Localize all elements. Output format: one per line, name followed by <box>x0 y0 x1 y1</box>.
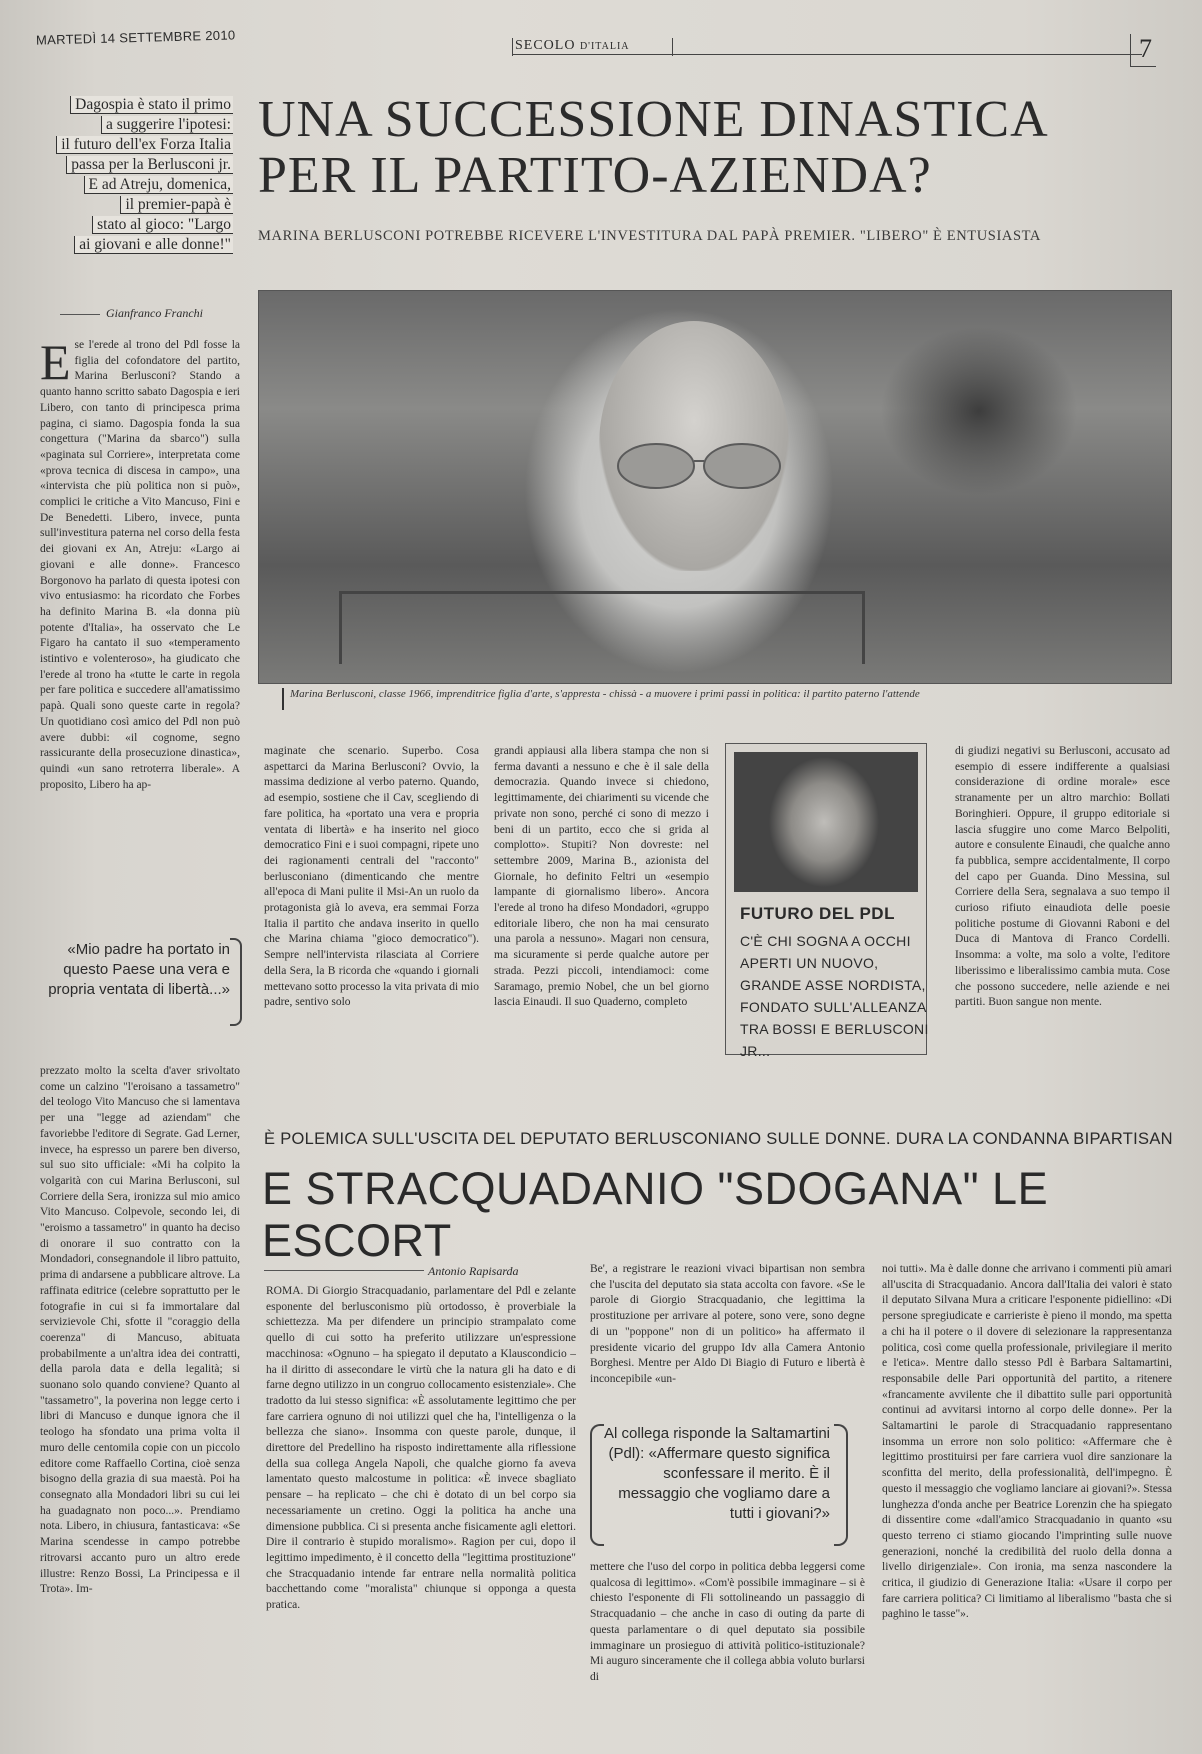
newspaper-name <box>515 38 630 54</box>
article-text: mettere che l'uso del corpo in politica debba leggersi come qualcosa di legittimo». «Com'è possibile immaginare – si è chiesto l'esponente di Fli sottolineando un passaggio di Stracquadanio – che anche in caso di outing da parte di questa parlamentare o di quel deputato sia possibile immaginare un prosieguo di attività politico-istituzionale? Mi auguro sinceramente che il collega abbia voluto burlarsi di <box>590 1561 865 1683</box>
article-column <box>590 1262 865 1407</box>
caption-bar <box>282 688 284 710</box>
newspaper-title: SECOLO <box>515 38 576 53</box>
sidebar-photo <box>734 752 918 892</box>
article-column <box>590 1560 865 1690</box>
quote-bracket <box>834 1424 848 1546</box>
teaser-box <box>35 95 233 255</box>
drop-cap: E <box>40 338 71 390</box>
pull-quote: Al collega risponde la Saltamartini (Pdl): «Affermare questo significa sconfessare il merito. È il messaggio che vogliamo dare a tutti i giovani?» <box>604 1425 830 1522</box>
newspaper-title-suffix: D'ITALIA <box>579 41 630 52</box>
article-column <box>40 338 240 910</box>
article-column <box>264 744 479 1096</box>
teaser-line: stato al gioco: "Largo <box>35 215 233 235</box>
article-text: se l'erede al trono del Pdl fosse la figlia del cofondatore del partito, Marina Berlusconi? Stando a quanto hanno scritto sabato Dagospia e ieri Libero, con tanto di principesca prima pagina, ci siamo. Dagospia fonda la sua congettura ("Marina da sbarco") sulla «paginata sul Corriere», interpretata come «prova tecnica di discesa in campo», una «intervista che più politica non si può», complici le critiche a Vito Mancuso, Fini e De Benedetti. Libero, invece, punta sull'investitura paterna nel corso della festa dei giovani ex An, Atreju: «Largo ai giovani e alle donne». Francesco Borgonovo ha parlato di questa ipotesi con vivo entusiasmo: ha ricordato che Forbes ha definito Marina B. «la donna più potente d'Italia», ha osservato che Le Figaro ha cantato il suo «temperamento istintivo e volenteroso», ha giudicato che l'erede al trono ha «tutte le carte in regola per fare politica e succedere all'amatissimo papà. Quali sono queste carte in regola? Un quotidiano così amico del Pdl non può avere dubbi: «il cognome, segno rassicurante della prosecuzione dinastica», quindi «un sano retroterra liberale». A proposito, Libero ha ap- <box>40 339 240 791</box>
article-byline: Gianfranco Franchi <box>106 306 203 320</box>
byline-rule <box>60 314 100 315</box>
article-text: ROMA. Di Giorgio Stracquadanio, parlamentare del Pdl e zelante esponente del berlusconismo più ortodosso, è proverbiale la schiettezza. Ma per difendere un principio strampalato come quello di cui sotto ha preferito utilizzare un'espressione macchinosa: «Ognuno – ha spiegato il deputato a Klauscondicio – ha il diritto di assecondare le virtù che la natura gli ha dato e di farne degno utilizzo in un congruo collocamento esistenziale». Che tradotto da lui stesso significa: «È assolutamente legittimo che per fare carriera ognuno di noi utilizzi quel che ha, l'intelligenza o la bellezza che siano». Insomma con queste parole, dunque, il direttore del Predellino ha risposto indirettamente alla riflessione della sua collega Angela Napoli, che qualche giorno fa aveva lamentato questo malcostume in politica: «È invece sbagliato pensare – ha replicato – che chi è dotato di un bel corpo sia necessariamente un cretino. Oggi la politica ha anche una dimensione pubblica. Ci si presenta anche fisicamente agli elettori. Dire il contrario è stupido moralismo». Ragion per cui, dopo il legittimo impedimento, è il concetto della "legittima prostituzione" che Stracquadanio intende far entrare nella normalità politica bacchettando come "moralista" chiunque si opponga a questa pratica. <box>266 1285 576 1612</box>
photo-frame-shape <box>339 591 865 664</box>
photo-caption: Marina Berlusconi, classe 1966, imprenditrice figlia d'arte, s'appresta - chissà - a muovere i primi passi in politica: il partito paterno l'attende <box>290 688 920 700</box>
article-column <box>882 1262 1172 1690</box>
teaser-line: ai giovani e alle donne!" <box>35 235 233 255</box>
pull-quote: «Mio padre ha portato in questo Paese una vera e propria ventata di libertà...» <box>48 941 230 998</box>
article-text: prezzato molto la scelta d'aver srivoltato come un calzino "l'eroisano a tassametro" del teologo Vito Mancuso che si lamentava per una "legge ad aziendam" che favoriebbe l'editore di Segrate. Gad Lerner, invece, ha espresso un parere ben diverso, sul suo sito ufficiale: «Mi ha colpito la volgarità con cui Marina Berlusconi, sul Corriere della Sera, ironizza sul mio amico Vito Mancuso. Colpevole, secondo lei, di "eroismo a tassametro" in quanto ha deciso di onorare il suo contratto con la Mondadori, consegnandole il libro pattuito, prima di andarsene a pubblicare altrove. La raffinata editrice (celebre soprattutto per le fotografie in cui si fa immortalare dal servizievole Chi, sfotte il "coraggio della coerenza" di Mancuso, abituata probabilmente a un'altra idea dei contratti, della parola data e della legalità; si suonano solo quando conviene? Quanto al "tassametro", la poverina non legge certo i libri di Mancuso e dunque ignora che il teologo ha sfondato una prima volta il muro delle centomila copie con un piccolo editore come Raffaello Cortina, cioè senza bisogno della grazia di sua maestà. Poi ha consegnato alla Mondadori libri su cui lei ha guadagnato non poco...». Prendiamo nota. Libero, in chiusura, fantasticava: «Se Marina scendesse in campo potrebbe ritrovarsi accanto puro un altro erede illustre: Renzo Bossi, La Principessa e il Trota». Im- <box>40 1065 240 1596</box>
article-text: Be', a registrare le reazioni vivaci bipartisan non sembra che l'uscita del deputato sia stata accolta con favore. «Se le parole di Giorgio Stracquadanio, che legittima la prostituzione per arrivare al potere, sono vere, sono degne di un "poppone" non di un politico» ha affermato il presidente vicario del gruppo Idv alla Camera Antonio Borghesi. Mentre per Aldo Di Biagio di Futuro e libertà è inconcepibile «un- <box>590 1263 865 1385</box>
masthead-rule <box>512 54 1142 55</box>
teaser-line: a suggerire l'ipotesi: <box>35 115 233 135</box>
article-subheadline: MARINA BERLUSCONI POTREBBE RICEVERE L'INVESTITURA DAL PAPÀ PREMIER. "LIBERO" È ENTUSIASTA <box>258 228 1041 244</box>
quote-bracket <box>230 938 242 1026</box>
issue-date: MARTEDÌ 14 SETTEMBRE 2010 <box>35 27 236 48</box>
page-number: 7 <box>1130 34 1156 67</box>
article2-byline: Antonio Rapisarda <box>428 1264 519 1278</box>
article-column <box>494 744 709 1096</box>
sidebar-text: C'È CHI SOGNA A OCCHI APERTI UN NUOVO, GRANDE ASSE NORDISTA, FONDATO SULL'ALLEANZA TRA BOSSI E BERLUSCONI JR... <box>740 933 929 1059</box>
article-column <box>266 1284 576 1684</box>
teaser-line: passa per la Berlusconi jr. <box>35 155 233 175</box>
teaser-line: il futuro dell'ex Forza Italia <box>35 135 233 155</box>
article-text: noi tutti». Ma è dalle donne che arrivano i commenti più amari all'uscita di Stracquadanio. Ancora dall'Italia dei valori è stato il deputato Silvana Mura a criticare l'esponente pidiellino: «Di persone spregiudicate e carrieriste è pieno il mondo, ma spetta a chi ha il potere o il dovere di selezionare la rappresentanza politica, così come quella professionale, privilegiare il merito e l'etica». Mentre dallo stesso Pdl è Barbara Saltamartini, responsabile delle Pari opportunità del partito, a ritenere «francamente avvilente che il dibattito sulle pari opportunità continui ad avvitarsi intorno al corpo delle donne». Per la Saltamartini le parole di Stracquadanio rappresentano insomma un errore non solo politico: «Affermare che è legittimo prostituirsi per fare carriera vuol dire sanzionare la sconfitta del merito, della professionalità, dell'impegno. È questo il messaggio che vogliamo lanciare ai giovani?». Stessa lunghezza d'onda anche per Beatrice Lorenzin che ha spiegato di dissentire come «dall'amico Stracquadanio in quanto «su questo terreno ci stiamo giocando l'imprinting sulle nuove generazioni, nonché la credibilità del ruolo della donna a livello dirigenziale». Con ironia, ma senza nascondere la critica, il giudizio di Generazione Italia: «Usare il corpo per fare carriera politica? Ci limitiamo al liberalismo "basta che si paghino le tasse"». <box>882 1263 1172 1621</box>
byline-rule <box>264 1270 424 1271</box>
article-text: di giudizi negativi su Berlusconi, accusato ad esempio di essere indifferente a qualsiasi considerazione di ordine morale» esce stranamente per un altro marchio: Bollati Boringhieri. Oppure, il gruppo editoriale si lascia sfuggire uno come Marco Belpoliti, autore e consulente Einaudi, che qualche anno fa pubblica, sempre accidentalmente, Il corpo del capo per Guanda. Dino Messina, sul Corriere della Sera, segnalava a suo tempo il curioso rifiuto einaudiota delle poesie politiche postume di Giovanni Raboni e del Duca di Mantova di Franco Cordelli. Insomma: a volte, ma solo a volte, l'editore liberissimo e liberalissimo cambia muta. Cose che possono succedere, nelle aziende e nei partiti. Buon sangue non mente. <box>955 745 1170 1009</box>
article2-headline: E STRACQUADANIO "SDOGANA" LE ESCORT <box>262 1163 1049 1266</box>
teaser-line: Dagospia è stato il primo <box>35 95 233 115</box>
article-column <box>40 1064 240 1674</box>
article-column <box>955 744 1170 1096</box>
sunglasses-shape <box>614 441 784 491</box>
article-photo <box>258 290 1172 684</box>
article-headline: UNA SUCCESSIONE DINASTICA PER IL PARTITO-AZIENDA? <box>258 91 1046 204</box>
article-text: grandi appiausi alla libera stampa che non si ferma davanti a nessuno e che è il sale della democrazia. Quando invece si chiedono, legittimamente, dei chiarimenti su vicende che private non sono, perché ci sono di mezzo i beni di un partito, ecco che si grida al complotto». Stupiti? Non dovreste: nel settembre 2009, Marina B., azionista del Giornale, ho definito Feltri un «esempio lampante di giornalismo libero». Ancora l'erede al trono ha difeso Mondadori, «gruppo editoriale libero, che non ha mai censurato una parola a nessuno». Magari non censura, ma sicuramente si perde qualche autore per strada. Pezzi piccoli, intendiamoci: come Saramago, premio Nobel, che un bel giorno lascia Einaudi. Il suo Quaderno, completo <box>494 745 709 1009</box>
article-text: maginate che scenario. Superbo. Cosa aspettarci da Marina Berlusconi? Ovvio, la massima dedizione al verbo paterno. Quando, ad esempio, sostiene che il Cav, scegliendo di fare politica, ha «portato una vera e propria ventata di libertà» e ha inserito nel gioco democratico Fini e i suoi compagni, ripete uno dei ragionamenti centrali del "racconto" berlusconiano (dimenticando che mentre all'epoca di Mani pulite il Msi-An un ruolo da protagonista già lo aveva, era semmai Forza Italia il partito che andava inserito in quello che Marina chiama "gioco democratico"). Sempre nell'intervista rilasciata al Corriere della Sera, la B ricorda che «quando i giornali mettevano sotto processo la vita privata di mio padre, sentivo solo <box>264 745 479 1009</box>
sidebar-title: FUTURO DEL PDL <box>740 904 895 923</box>
teaser-line: il premier-papà è <box>35 195 233 215</box>
teaser-line: E ad Atreju, domenica, <box>35 175 233 195</box>
article2-kicker: È POLEMICA SULL'USCITA DEL DEPUTATO BERLUSCONIANO SULLE DONNE. DURA LA CONDANNA BIPARTISAN <box>264 1130 1173 1148</box>
